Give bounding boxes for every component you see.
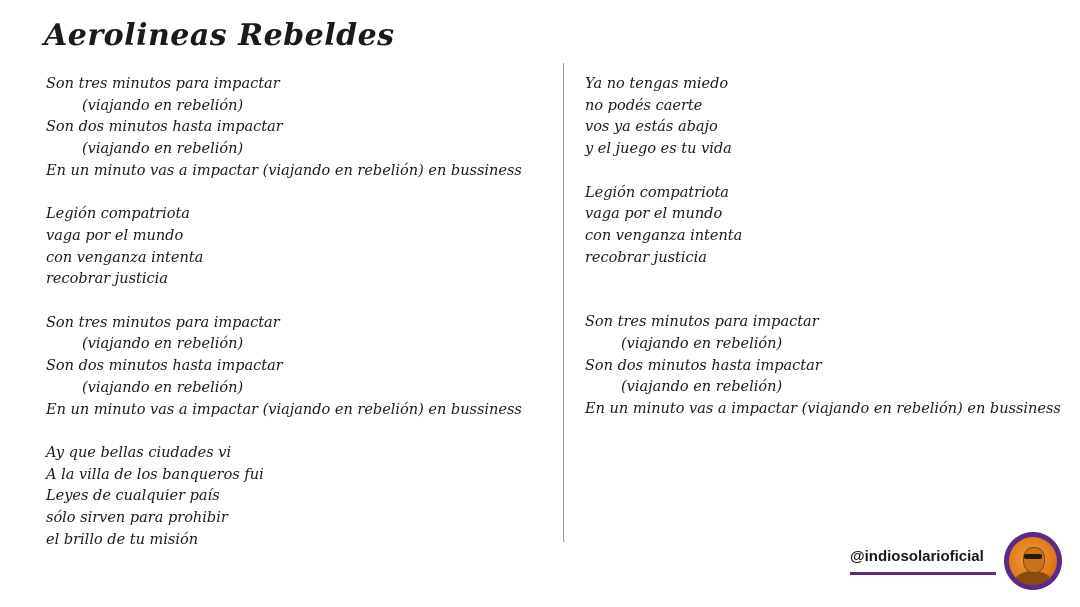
lyric-line: no podés caerte <box>585 97 703 114</box>
lyric-line: En un minuto vas a impactar (viajando en rebelión) en bussiness <box>46 401 522 418</box>
stanza <box>585 183 1065 270</box>
stanza <box>46 443 546 552</box>
lyric-line: vaga por el mundo <box>46 227 184 244</box>
stanza <box>585 312 1065 421</box>
page-title: Aerolineas Rebeldes <box>44 18 395 53</box>
lyric-line: Son tres minutos para impactar <box>46 76 280 92</box>
stanza <box>585 74 1065 161</box>
lyric-line: vaga por el mundo <box>585 206 723 223</box>
lyric-line: sólo sirven para prohibir <box>46 510 228 527</box>
lyric-line: Son tres minutos para impactar <box>46 314 280 331</box>
lyric-line: Ay que bellas ciudades vi <box>46 444 232 461</box>
lyric-line: (viajando en rebelión) <box>82 336 244 353</box>
lyric-line: En un minuto vas a impactar (viajando en rebelión) en bussiness <box>46 162 522 179</box>
lyric-line: Legión compatriota <box>46 206 190 223</box>
stanza <box>46 313 546 422</box>
lyric-line: con venganza intenta <box>585 227 743 244</box>
lyric-line: Leyes de cualquier país <box>46 488 220 505</box>
lyric-line: recobrar justicia <box>46 271 168 288</box>
lyric-line: Ya no tengas miedo <box>585 76 729 92</box>
avatar <box>1004 532 1062 590</box>
lyric-line: (viajando en rebelión) <box>82 379 244 396</box>
lyric-line: el brillo de tu misión <box>46 531 199 548</box>
social-handle[interactable]: @indiosolarioficial <box>850 548 984 565</box>
lyric-line: con venganza intenta <box>46 249 204 266</box>
lyric-line: vos ya estás abajo <box>585 119 718 136</box>
lyric-line: Son dos minutos hasta impactar <box>46 119 283 136</box>
avatar-portrait-icon <box>1009 537 1057 585</box>
column-divider <box>563 63 564 542</box>
handle-underline <box>850 572 996 575</box>
lyric-line: Legión compatriota <box>585 184 729 201</box>
lyric-line: Son tres minutos para impactar <box>585 314 819 331</box>
stanza <box>46 74 546 183</box>
lyric-line: y el juego es tu vida <box>585 141 732 158</box>
stanza <box>46 204 546 291</box>
lyrics-column-right <box>585 74 1065 443</box>
lyric-line: (viajando en rebelión) <box>82 141 244 158</box>
lyric-line: A la villa de los banqueros fui <box>46 466 264 483</box>
lyrics-column-left <box>46 74 546 573</box>
lyric-line: (viajando en rebelión) <box>82 97 244 114</box>
lyric-line: (viajando en rebelión) <box>621 336 783 353</box>
lyric-line: Son dos minutos hasta impactar <box>585 357 822 374</box>
lyric-line: recobrar justicia <box>585 249 707 266</box>
lyric-line: (viajando en rebelión) <box>621 379 783 396</box>
lyric-line: En un minuto vas a impactar (viajando en rebelión) en bussiness <box>585 401 1061 418</box>
lyric-line: Son dos minutos hasta impactar <box>46 358 283 375</box>
